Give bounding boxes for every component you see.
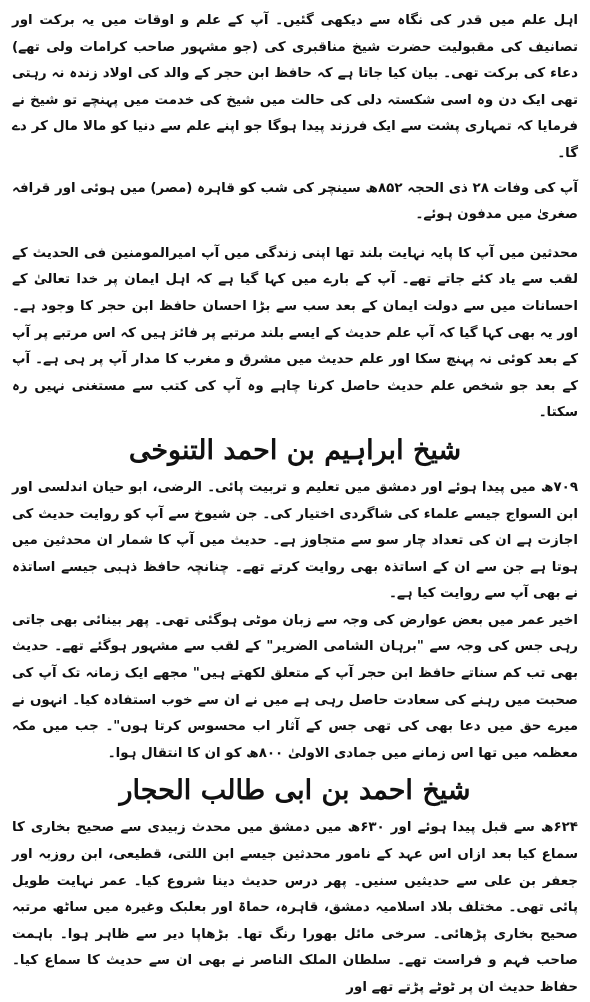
body-paragraph: اخیر عمر میں بعض عوارض کی وجہ سے زبان موٹی ہوگئی تھی۔ پھر بینائی بھی جاتی رہی جس کی وجہ سے "برہان الشامی الضریر" کے لقب سے مشہور ہوگئے تھے۔ حدیث بھی تب کم سناتے حافظ ابن حجر آپ کے متعلق لکھتے ہیں" مجھے ایک زمانہ تک آپ کی صحبت میں رہنے کی سعادت حاصل رہی ہے میں نے ان سے خوب استفادہ کیا۔ انہوں نے میرے حق میں دعا بھی کی تھی جس کے آثار اب محسوس کرتا ہوں"۔ جب میں مکہ معظمہ میں تھا اس زمانے میں جمادی الاولیٰ ۸۰۰ھ کو ان کا انتقال ہوا۔ [12, 612, 578, 761]
section-heading: شیخ ابراہیم بن احمد التنوخی [128, 434, 462, 466]
body-paragraph: اہل علم میں قدر کی نگاہ سے دیکھی گئیں۔ آپ کے علم و اوقات میں یہ برکت اور تصانیف کی مقبولیت حضرت شیخ مناقبری کی (جو مشہور صاحب کرامات ولی تھے) دعاء کی برکت تھی۔ بیان کیا جاتا ہے کہ حافظ ابن حجر کے والد کی اولاد زندہ نہ رہتی تھی ایک دن وہ اسی شکستہ دلی کی حالت میں شیخ کی خدمت میں پہنچے تو شیخ نے فرمایا کہ تمہاری پشت سے ایک فرزند پیدا ہوگا جو اپنے علم سے دنیا کو مالا مال کر دے گا۔ [12, 13, 578, 161]
section-heading: شیخ احمد بن ابی طالب الحجار [119, 775, 471, 807]
body-paragraph: محدثین میں آپ کا پایہ نہایت بلند تھا اپنی زندگی میں آپ امیرالمومنین فی الحدیث کے لقب سے یاد کئے جاتے تھے۔ آپ کے بارے میں کہا گیا ہے کہ اہل ایمان پر خدا تعالیٰ کے احسانات میں سے دولت ایمان کے بعد سب سے بڑا احسان حافظ ابن حجر کا وجود ہے۔ اور یہ بھی کہا گیا کہ آپ علم حدیث کے ایسے بلند مرتبے پر فائز ہیں کہ اس مرتبے پر آپ کے بعد کوئی نہ پہنچ سکا اور علم حدیث میں مشرق و مغرب کا مدار آپ پر ہی ہے۔ آپ کے بعد جو شخص علم حدیث حاصل کرنا چاہے وہ آپ کی کتب سے مستغنی نہیں رہ سکتا۔ [12, 245, 578, 421]
body-paragraph: ۶۲۴ھ سے قبل پیدا ہوئے اور ۶۳۰ھ میں دمشق میں محدث زبیدی سے صحیح بخاری کا سماع کیا بعد ازاں اس عہد کے نامور محدثین جیسے ابن اللتی، قطیعی، ابن روزبہ اور جعفر بن علی سے حدیثیں سنیں۔ پھر درس حدیث دینا شروع کیا۔ عمر نہایت طویل پائی تھی۔ مختلف بلاد اسلامیہ دمشق، قاہرہ، حماۃ اور بعلبک وغیرہ میں ساٹھ مرتبہ صحیح بخاری پڑھائی۔ سرخی مائل بھورا رنگ تھا۔ بڑھاپا دیر سے ظاہر ہوا۔ باہمت صاحب فہم و فراست تھے۔ سلطان الملک الناصر نے بھی ان سے حدیث کا سماع کیا۔ حفاظ حدیث ان پر ٹوٹے پڑتے تھے اور [12, 820, 578, 995]
paragraph-spacer [12, 168, 578, 176]
body-paragraph: ۷۰۹ھ میں پیدا ہوئے اور دمشق میں تعلیم و تربیت پائی۔ الرضی، ابو حیان اندلسی اور ابن السواج جیسے علماء کی شاگردی اختیار کی۔ جن شیوخ سے آپ کو روایت حدیث کی اجازت ہے ان کی تعداد چار سو سے متجاوز ہے۔ حدیث میں آپ کا شمار ان محدثین میں ہوتا ہے جن سے ان کے اساتذہ بھی روایت کرتے تھے۔ چنانچہ حافظ ذہبی جیسے اساتذہ نے بھی آپ سے روایت کیا ہے۔ [12, 479, 578, 602]
paragraph-spacer [12, 229, 578, 241]
body-paragraph: آپ کی وفات ۲۸ ذی الحجہ ۸۵۲ھ سینچر کی شب کو قاہرہ (مصر) میں ہوئی اور قرافہ صغریٰ میں مدفون ہوئے۔ [12, 180, 578, 223]
